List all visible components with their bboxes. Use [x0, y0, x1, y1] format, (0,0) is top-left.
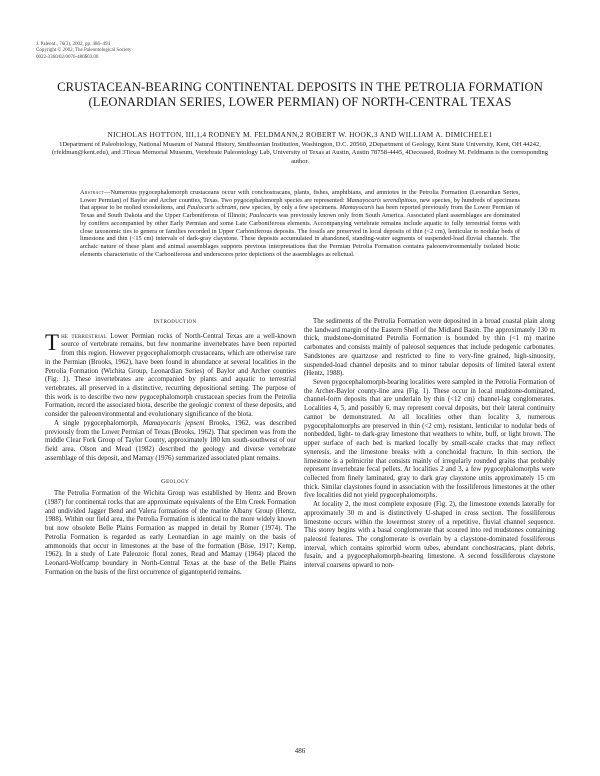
article-title: CRUSTACEAN-BEARING CONTINENTAL DEPOSITS IN THE PETROLIA FORMATION (LEONARDIAN SERIES, LOWER PERMIAN) OF NORTH-CENTRAL TEXAS: [57, 80, 543, 109]
abstract: [80, 189, 520, 258]
page-number: 486: [294, 747, 306, 755]
right-paragraph-2: Seven pygocephalomorph-bearing localities were sampled in the Petrolia Formation of the Archer-Baylor county-line area (Fig. 1). These occur in local mudstone-dominated, channel-form deposits that are underlain by thin (<12 cm) channel-lag conglomerates. Localities 4, 5, and possibly 6, may represent coeval deposits, but their lateral continuity cannot be demonstrated. At all localities other than locality 3, numerous pygocephalomorphs are preserved in thin (<2 cm), resistant, lenticular to nodular beds of nonbedded, light- to dark-gray limestone that weathers to white, buff, or light brown. The upper surface of each bed is marked locally by small-scale cracks that may reflect syneresis, and the limestone breaks with a conchoidal fracture. In thin section, the limestone is a pelmicrite that consists mainly of irregularly rounded grains that probably represent invertebrate fecal pellets. At localities 2 and 3, a few pygocephalomorphs were collected from finely laminated, gray to dark gray claystone units approximately 15 cm thick. Similar claystones found in association with the fossiliferous limestones at the other five localities did not yield pygocephalomorphs.: [304, 379, 555, 500]
intro-paragraph-2-text-a: A single pygocephalomorph,: [54, 419, 143, 427]
citation-line-2: Copyright © 2002, The Paleontological Society: [36, 48, 132, 54]
species-name-2: Paulocaris schrami: [186, 204, 237, 212]
species-name-jepseni: Mamayocaris jepseni: [142, 419, 205, 427]
right-paragraph-3: At locality 2, the most complete exposure (Fig. 2), the limestone extends laterally for approximately 30 m and is distinctively U-shaped in cross section. The fossiliferous limestone occurs within the lowermost storey of a repetitive, fluvial channel sequence. This storey begins with a basal conglomerate that scoured into red mudstones containing paleosol features. The conglomerate is overlain by a claystone-dominated fossiliferous interval, which contains spirorbid worm tubes, abundant conchostracans, plant debris, fusain, and a pygocephalomorph-bearing limestone. A second fossiliferous claystone interval coarsens upward to non-: [304, 501, 555, 570]
abstract-text-1: —Numerous pygocephalomorph crustaceans occur with conchostracans, plants, fishes, amphibians, and amniotes in the Petrolia Formation (Leonardian Series, Lower Permian) of Baylor and Archer counties, Texas. Two pygocephalomorph species are represented:: [80, 189, 520, 204]
abstract-text-4: has been reported previously from the Lower Permian of Texas and South Dakota and the Upper Carboniferous of Illinois;: [80, 204, 521, 220]
citation-line-1: J. Paleont., 76(3), 2002, pp. 486–494: [36, 42, 111, 47]
citation-header: [36, 42, 296, 61]
geology-paragraph-1: The Petrolia Formation of the Wichita Group was established by Hentz and Brown (1987) for continental rocks that are approximate equivalents of the Elm Creek Formation and undivided Jagger Bend and Valera formations of the marine Albany Group (Hentz, 1988). Within our field area, the Petrolia Formation is identical to the more widely known but now obsolete Belle Plains Formation as mapped in detail by Romer (1974). The Petrolia Formation is regarded as early Leonardian in age mainly on the basis of ammonoids that occur in limestones at the base of the formation (Böse, 1917; Kemp, 1962). In a study of Late Paleozoic floral zones, Read and Mamay (1964) placed the Leonard-Wolfcamp boundary in North-Central Texas at the base of the Belle Plains Formation on the basis of the first occurrence of gigantopterid remains.: [45, 490, 296, 576]
species-name-1: Mamayocaris serendipitous: [346, 196, 417, 204]
geology-heading: Geology: [160, 477, 190, 485]
drop-cap: T: [45, 329, 60, 355]
introduction-heading: Introduction: [153, 318, 197, 325]
author-list: NICHOLAS HOTTON, III,1,4 RODNEY M. FELDMANN,2 ROBERT W. HOOK,3 AND WILLIAM A. DIMICHELE1: [107, 130, 493, 139]
citation-line-3: 0022-3360/02/0076-486$03.00: [36, 54, 99, 60]
abstract-text-3: , new species, by only a few specimens.: [236, 204, 340, 212]
abstract-text-5: was previously known only from South America. Associated plant assemblages are dominated by conifers accompanied by other Early Permian and some Late Carboniferous elements. Accompanying vertebrate remains include aquatic to fully terrestrial forms with close taxonomic ties to genera or families recorded in Upper Carboniferous deposits. The fossils are preserved in local deposits of thin (<2 cm), lenticular to nodular beds of limestone and thin (<15 cm) intervals of dark-gray claystone. These deposits accumulated in abandoned, standing-water segments of suspended-load fluvial channels. The archaic nature of these plant and animal assemblages supports previous interpretations that the Permian Petrolia Formation contains paleoenvironmentally isolated biotic elements characteristic of the Carboniferous and underscores prior depictions of the assemblages as relictual.: [80, 212, 520, 258]
intro-paragraph-2-text-b: Brooks, 1962, was described previously from the Lower Permian of Texas (Brooks, 1962). That specimen was from the middle Clear Fork Group of Taylor County, approximately 180 km south-southwest of our field area. Olson and Mead (1982) described the geology and diverse vertebrate assemblage of this deposit, and Mamay (1976) summarized associated plant remains.: [45, 419, 296, 462]
intro-lead-in: he terrestrial: [61, 332, 108, 340]
intro-paragraph-1-text: Lower Permian rocks of North-Central Texas are a well-known source of vertebrate remains, but few nonmarine invertebrates have been reported from this region. However pygocephalomorph crustaceans, which are otherwise rare in the Permian (Brooks, 1962), have been found in abundance at several localities in the Petrolia Formation (Wichita Group, Leonardian Series) of Baylor and Archer counties (Fig. 1). These invertebrates are accompanied by plants and aquatic to terrestrial vertebrates, all preserved in a distinctive, recurring depositional setting. The purpose of this work is to describe two new pygocephalomorph crustacean species from the Petrolia Formation, record the associated biota, describe the geologic context of these deposits, and consider the paleoenvironmental and evolutionary significance of the biota.: [45, 332, 296, 419]
abstract-text-2: , new species, by hundreds of specimens that appear to be molted exoskeltons, and: [80, 196, 520, 212]
right-paragraph-1: The sediments of the Petrolia Formation were deposited in a broad coastal plain along the landward margin of the Eastern Shelf of the Midland Basin. The approximately 130 m thick, mudstone-dominated Petrolia Formation is bounded by thin (<1 m) marine carbonates and consists mainly of paleosol sequences that include pedogenic carbonates. Sandstones are quartzose and restricted to fine to very-fine grained, high-sinuosity, suspended-load channel deposits and to minor tabular deposits of limited lateral extent (Hentz, 1988).: [304, 318, 555, 378]
intro-paragraph-2: [45, 420, 296, 464]
author-affiliations: 1Department of Paleobiology, National Museum of Natural History, Smithsonian Institution, Washington, D.C. 20560, 2Department of Geology, Kent State University, Kent, OH 44242, (rfeldman@kent.edu), and 3Texas Memorial Museum, Vertebrate Paleontology Lab, University of Texas at Austin, Austin 78758-4445, 4Deceased, Rodney M. Feldmann is the corresponding author.: [51, 141, 549, 165]
right-column: [304, 318, 555, 571]
abstract-label: Abstract: [80, 189, 105, 196]
left-column: [45, 318, 296, 577]
genus-name-1: Mamayocaris: [339, 204, 375, 212]
intro-paragraph-1: [45, 329, 296, 420]
genus-name-2: Paulocaris: [249, 212, 277, 220]
